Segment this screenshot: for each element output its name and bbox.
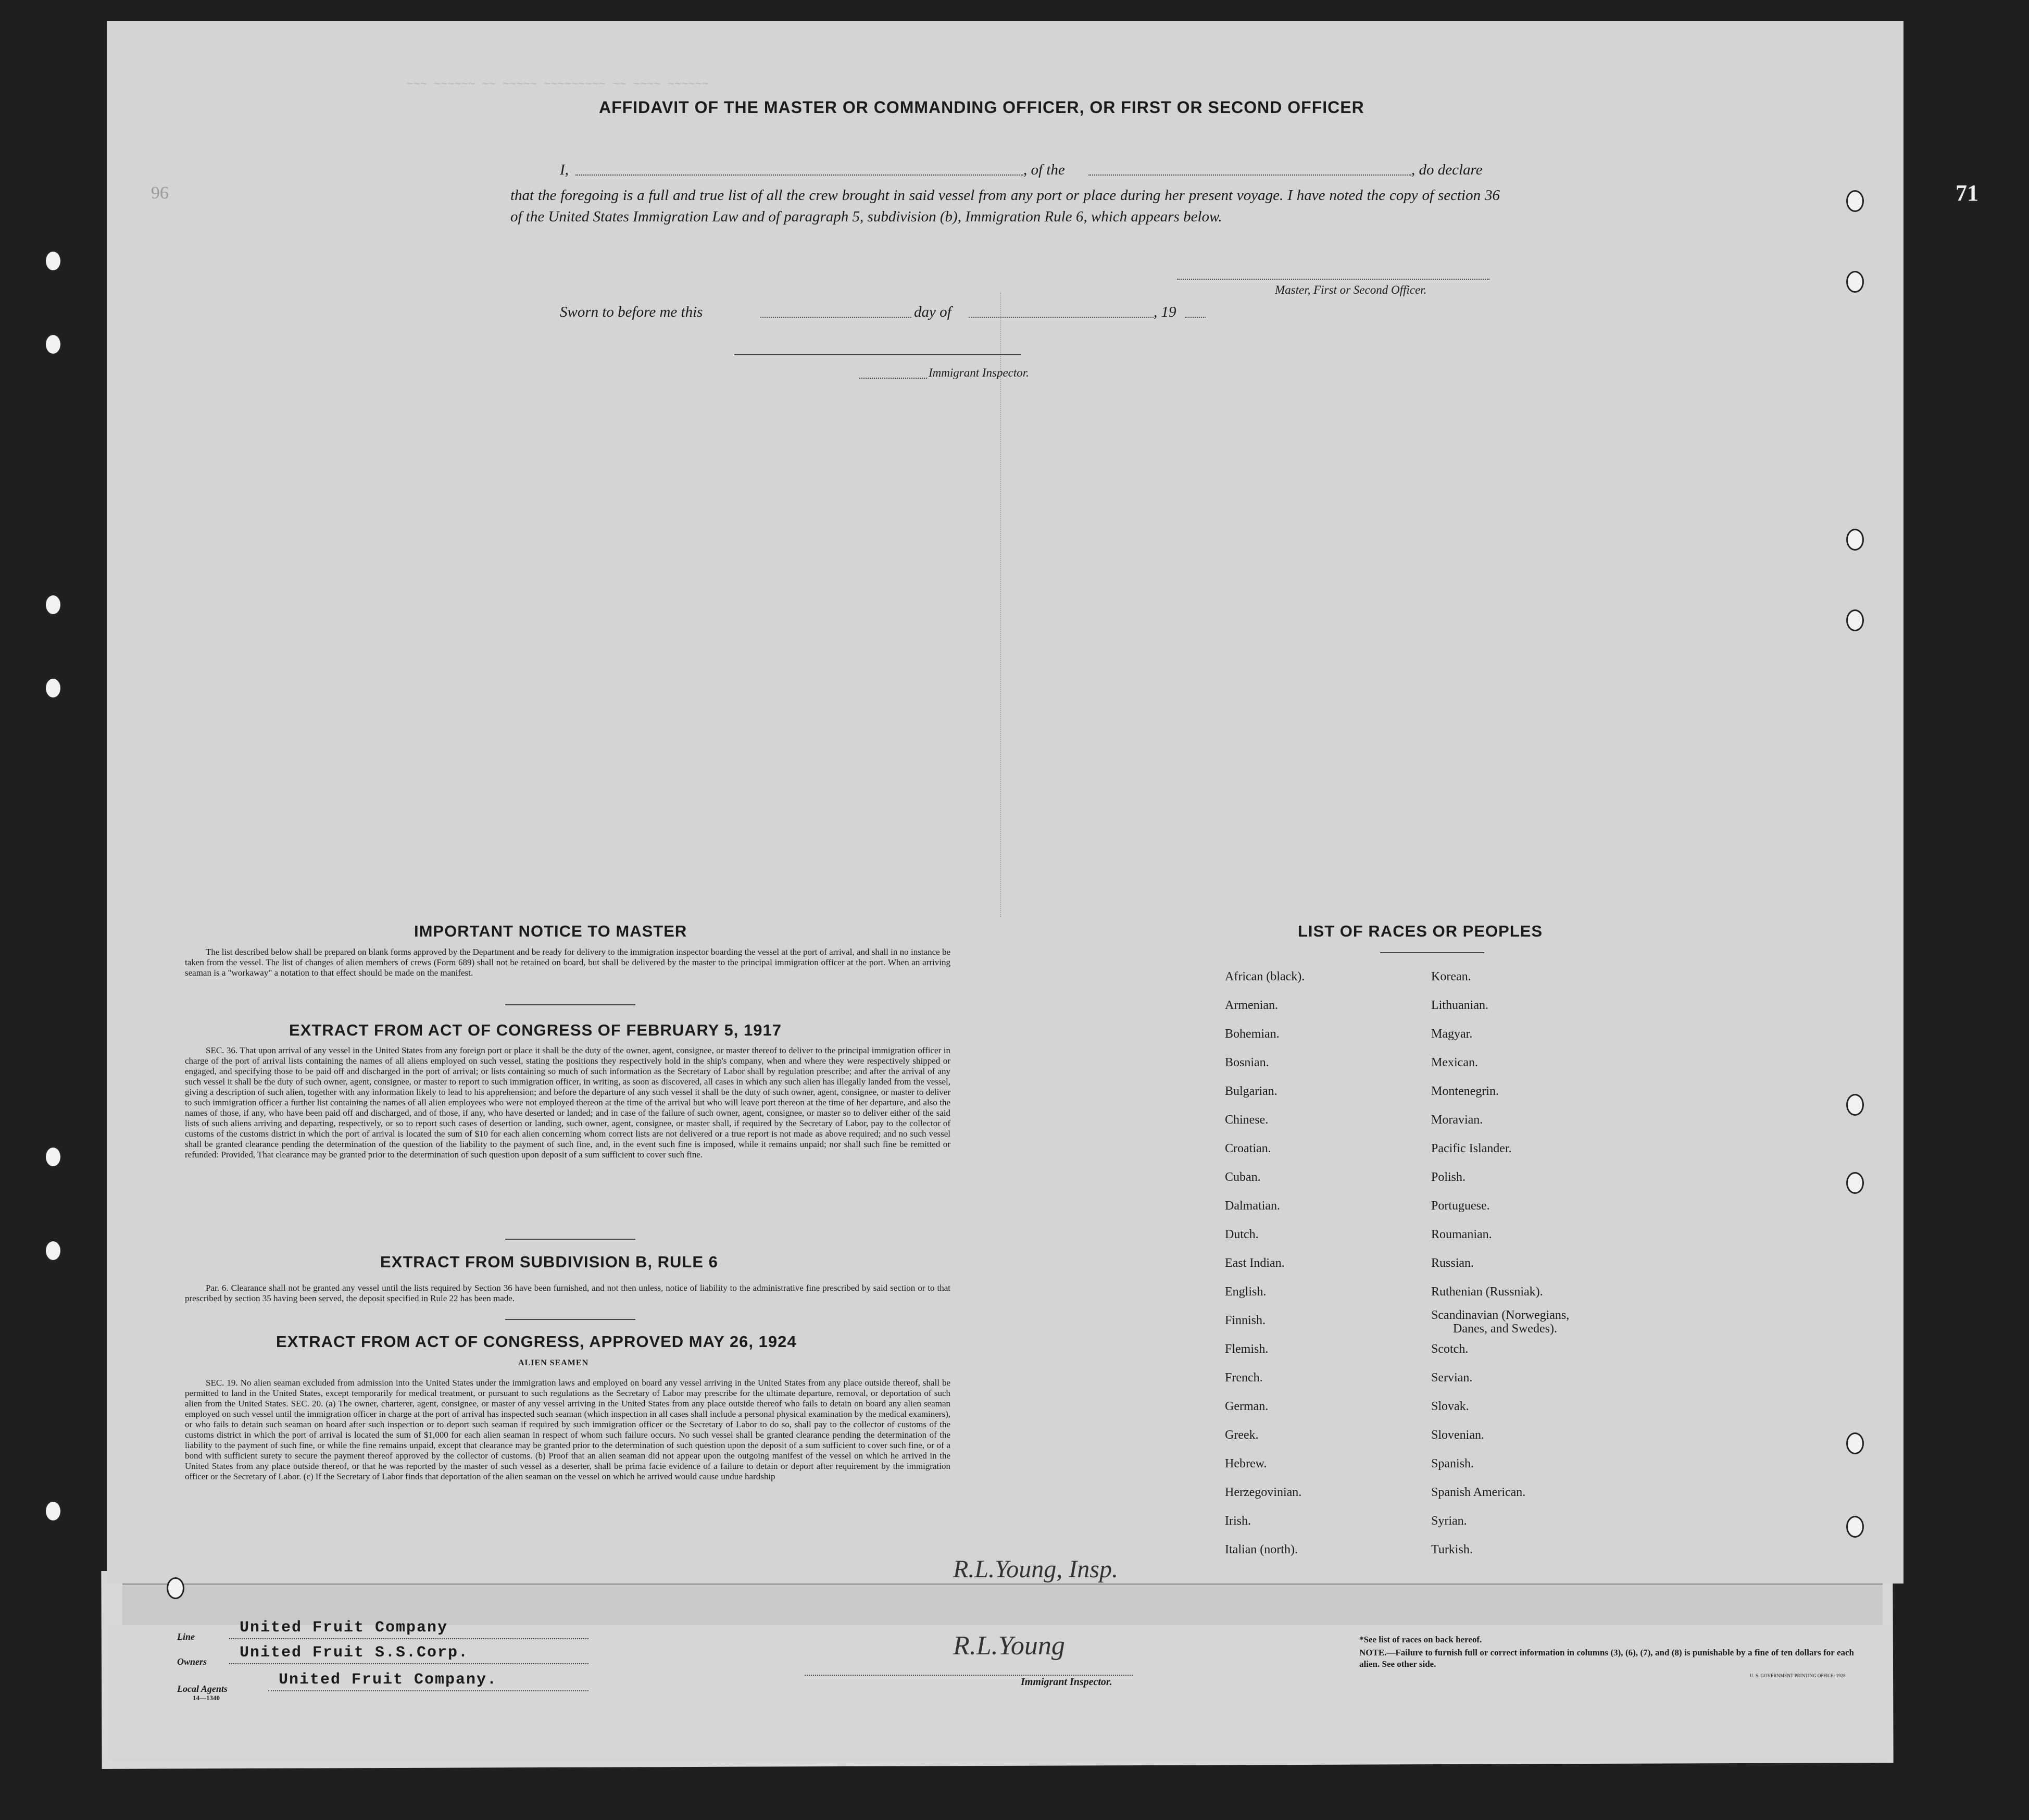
master-signature-field: [1177, 279, 1489, 280]
line-field: [229, 1638, 588, 1639]
race-item: African (black).: [1225, 970, 1305, 983]
inspector-dots: [859, 378, 927, 379]
vessel-name-field: [1088, 174, 1411, 176]
race-item: Italian (north).: [1225, 1543, 1298, 1556]
sworn-day-field: [760, 317, 911, 318]
race-item: Hebrew.: [1225, 1457, 1267, 1470]
inspector-signature: R.L.Young: [953, 1631, 1065, 1661]
day-of-label: day of: [914, 304, 951, 320]
punch-hole: [1846, 1172, 1864, 1194]
punch-hole: [1846, 529, 1864, 551]
race-item: East Indian.: [1225, 1256, 1285, 1270]
sworn-month-field: [969, 317, 1154, 318]
printer-mark: U. S. GOVERNMENT PRINTING OFFICE: 1928: [1750, 1673, 1846, 1678]
form-number: 14—1340: [193, 1694, 220, 1702]
race-item: Bohemian.: [1225, 1027, 1280, 1041]
agents-value: United Fruit Company.: [279, 1671, 498, 1689]
race-item: Syrian.: [1431, 1514, 1467, 1528]
punch-hole: [1846, 190, 1864, 212]
center-fold: [1000, 292, 1002, 917]
master-label: Master, First or Second Officer.: [1275, 283, 1427, 296]
race-item: Scandinavian (Norwegians,: [1431, 1308, 1570, 1322]
race-item: Moravian.: [1431, 1113, 1483, 1127]
extract-1917-title: EXTRACT FROM ACT OF CONGRESS OF FEBRUARY 5, 1917: [289, 1021, 782, 1039]
punch-hole: [44, 1240, 62, 1262]
year-label: , 19: [1154, 304, 1176, 320]
punch-hole: [44, 250, 62, 272]
punch-hole: [1846, 271, 1864, 293]
race-item: Turkish.: [1431, 1543, 1473, 1556]
sworn-year-field: [1185, 317, 1206, 318]
race-item: Armenian.: [1225, 999, 1278, 1012]
race-item: Bosnian.: [1225, 1056, 1269, 1069]
races-note: *See list of races on back hereof.: [1359, 1635, 1482, 1644]
race-item: Chinese.: [1225, 1113, 1269, 1127]
margin-mark-left: 96: [151, 183, 169, 202]
race-item: Cuban.: [1225, 1170, 1261, 1184]
owners-label: Owners: [177, 1656, 207, 1667]
race-item: Scotch.: [1431, 1342, 1469, 1356]
declare-label: , do declare: [1411, 161, 1483, 178]
extract-1924-body: SEC. 19. No alien seaman excluded from admission into the United States under the immigration laws and employed on board any vessel arriving in the United States from any place outside thereof, shall be permitted to land in the United States, except temporarily for medical treatment, or pursuant to such regulations as the Secretary of Labor may prescribe for the ultimate departure, removal, or deportation of such alien from the United States. SEC. 20. (a) The owner, charterer, agent, consignee, or master of any vessel arriving in the United States from any place outside thereof who fails to detain on board any alien seaman employed on such vessel until the immigration officer in charge at the port of arrival has inspected such seaman (which inspection in all cases shall include a personal physical examination by the medical examiners), or who fails to detain such seaman on board after such inspection or to deport such seaman if required by such immigration officer or the Secretary of Labor to do so, shall pay to the collector of customs of the customs district in which the port of arrival is located the sum of $1,000 for each alien seaman in respect of whom such failure occurs. No such vessel shall be granted clearance pending the determination of the liability to the payment of such fine, or while the fine remains unpaid, except that clearance may be granted prior to the determination of such question upon the deposit of a sum sufficient to cover such fine, or of a bond with sufficient surety to secure the payment thereof approved by the collector of customs. (b) Proof that an alien seaman did not appear upon the outgoing manifest of the vessel on which he arrived in the United States from any place outside thereof, or that he was reported by the master of such vessel as a deserter, shall be prima facie evidence of a failure to detain or deport after requirement by the immigration officer or the Secretary of Labor. (c) If the Secretary of Labor finds that deportation of the alien seaman on the vessel on which he arrived would cause undue hardship: [185, 1378, 950, 1481]
race-item: French.: [1225, 1371, 1263, 1385]
inspector-label-bottom: Immigrant Inspector.: [1021, 1676, 1112, 1688]
agents-field: [268, 1690, 588, 1691]
inspector-label-top: Immigrant Inspector.: [929, 366, 1029, 379]
extract-rule6-body: Par. 6. Clearance shall not be granted any vessel until the lists required by Section 36 have been furnished, and not then unless, notice of liability to the administrative fine prescribed by said section or to that prescribed by section 35 having been served, the deposit specified in Rule 22 has been made.: [185, 1283, 950, 1303]
race-item: Korean.: [1431, 970, 1471, 983]
punch-hole: [1846, 1432, 1864, 1454]
fine-note: NOTE.—Failure to furnish full or correct information in columns (3), (6), (7), and (8) is punishable by a fine of ten dollars for each alien. See other side.: [1359, 1648, 1854, 1669]
race-item: Flemish.: [1225, 1342, 1269, 1356]
notice-body: The list described below shall be prepared on blank forms approved by the Department and be ready for delivery to the immigration inspector boarding the vessel at the port of arrival, and shall in no instance be taken from the vessel. The list of changes of alien members of crews (Form 689) shall not be retained on board, but shall be delivered by the master to the principal immigration officer at the port. When an arriving seaman is a "workaway" a notation to that effect should be made on the manifest.: [185, 947, 950, 978]
race-item: Portuguese.: [1431, 1199, 1490, 1213]
race-item: Spanish.: [1431, 1457, 1474, 1470]
race-item: Ruthenian (Russniak).: [1431, 1285, 1543, 1299]
inspector-signature-line: [734, 354, 1021, 355]
line-label: Line: [177, 1631, 195, 1642]
races-title: LIST OF RACES OR PEOPLES: [1298, 922, 1543, 940]
punch-hole: [167, 1577, 184, 1599]
agents-label: Local Agents: [177, 1684, 228, 1694]
race-item: Finnish.: [1225, 1314, 1266, 1327]
line-value: United Fruit Company: [240, 1619, 448, 1637]
race-item: English.: [1225, 1285, 1267, 1299]
race-item: Russian.: [1431, 1256, 1474, 1270]
declarant-name-field: [575, 174, 1023, 176]
sworn-label: Sworn to before me this: [560, 304, 703, 320]
punch-hole: [1846, 1516, 1864, 1538]
race-item: Greek.: [1225, 1428, 1259, 1442]
race-item: Bulgarian.: [1225, 1084, 1277, 1098]
divider: [505, 1239, 635, 1240]
notice-title: IMPORTANT NOTICE TO MASTER: [414, 922, 687, 940]
race-item: Spanish American.: [1431, 1486, 1526, 1499]
race-item: Dalmatian.: [1225, 1199, 1280, 1213]
race-item: Servian.: [1431, 1371, 1473, 1385]
punch-hole: [1846, 1094, 1864, 1116]
race-item: Lithuanian.: [1431, 999, 1488, 1012]
race-item: Magyar.: [1431, 1027, 1473, 1041]
race-item: Montenegrin.: [1431, 1084, 1499, 1098]
divider: [505, 1004, 635, 1005]
owners-field: [229, 1663, 588, 1664]
margin-mark-right: 71: [1956, 180, 1978, 206]
punch-hole: [44, 333, 62, 355]
divider: [505, 1319, 635, 1320]
race-item: Pacific Islander.: [1431, 1142, 1512, 1155]
race-item: Slovak.: [1431, 1400, 1469, 1413]
divider: [1380, 952, 1484, 953]
race-item-continued: Danes, and Swedes).: [1453, 1322, 1557, 1336]
extract-1924-title: EXTRACT FROM ACT OF CONGRESS, APPROVED MAY 26, 1924: [276, 1332, 797, 1351]
bleed-through-text: ~~~ ~~~~~~ ~~ ~~~~~ ~~~~~~~~~ ~~ ~~~~ ~~~~~~: [406, 78, 709, 91]
vessel-label: , of the: [1023, 161, 1065, 178]
race-item: German.: [1225, 1400, 1269, 1413]
punch-hole: [44, 594, 62, 616]
race-item: Croatian.: [1225, 1142, 1271, 1155]
affidavit-title: AFFIDAVIT OF THE MASTER OR COMMANDING OFFICER, OR FIRST OR SECOND OFFICER: [599, 98, 1364, 117]
race-item: Dutch.: [1225, 1228, 1259, 1241]
punch-hole: [1846, 609, 1864, 631]
extract-1924-subtitle: ALIEN SEAMEN: [518, 1358, 589, 1367]
punch-hole: [44, 1146, 62, 1168]
affidavit-body: that the foregoing is a full and true list of all the crew brought in said vessel from any port or place during her present voyage. I have noted the copy of section 36 of the United States Immigration Law and of paragraph 5, subdivision (b), Immigration Rule 6, which appears below.: [510, 187, 1500, 225]
signature-top: R.L.Young, Insp.: [953, 1555, 1118, 1583]
extract-rule6-title: EXTRACT FROM SUBDIVISION B, RULE 6: [380, 1253, 718, 1271]
declarant-label: I,: [560, 161, 569, 178]
race-item: Roumanian.: [1431, 1228, 1492, 1241]
race-item: Mexican.: [1431, 1056, 1478, 1069]
race-item: Herzegovinian.: [1225, 1486, 1302, 1499]
extract-1917-body: SEC. 36. That upon arrival of any vessel in the United States from any foreign port or place it shall be the duty of the owner, agent, consignee, or master thereof to deliver to the principal immigration officer in charge of the port of arrival lists containing the names of all aliens employed on such vessel, stating the positions they respectively hold in the ship's company, when and where they were respectively shipped or engaged, and specifying those to be paid off and discharged in the port of arrival; or lists containing so much of such information as the Secretary of Labor shall by regulation prescribe; and after the arrival of any such vessel it shall be the duty of such owner, agent, consignee, or master to report to such immigration officer, in writing, as soon as discovered, all cases in which any such alien has illegally landed from the vessel, giving a description of such alien, together with any information likely to lead to his apprehension; and before the departure of any such vessel it shall be the duty of such owner, agent, consignee, or master to deliver to such immigration officer a further list containing the names of all alien employees who were not employed thereon at the time of the arrival but who will leave port thereon at the time of her departure, and also the names of those, if any, who have been paid off and discharged, and of those, if any, who have deserted or landed; and in case of the failure of such owner, agent, consignee, or master so to deliver either of the said lists of such aliens arriving and departing, respectively, or so to report such cases of desertion or landing, such owner, agent, consignee, or master shall, if required by the Secretary of Labor, pay to the collector of customs of the customs district in which the port of arrival is located the sum of $10 for each alien concerning whom correct lists are not delivered or a true report is not made as above required; and no such vessel shall be granted clearance pending the determination of the question of the liability to the payment of such fine, and, in the event such fine is imposed, while it remains unpaid; nor shall such fine be remitted or refunded: Provided, That clearance may be granted prior to the determination of such question upon deposit of a sum sufficient to cover such fine.: [185, 1045, 950, 1160]
punch-hole: [44, 1500, 62, 1522]
owners-value: United Fruit S.S.Corp.: [240, 1644, 469, 1662]
race-item: Polish.: [1431, 1170, 1466, 1184]
inspector-signature-field: [805, 1675, 1133, 1676]
race-item: Slovenian.: [1431, 1428, 1484, 1442]
race-item: Irish.: [1225, 1514, 1251, 1528]
punch-hole: [44, 677, 62, 699]
